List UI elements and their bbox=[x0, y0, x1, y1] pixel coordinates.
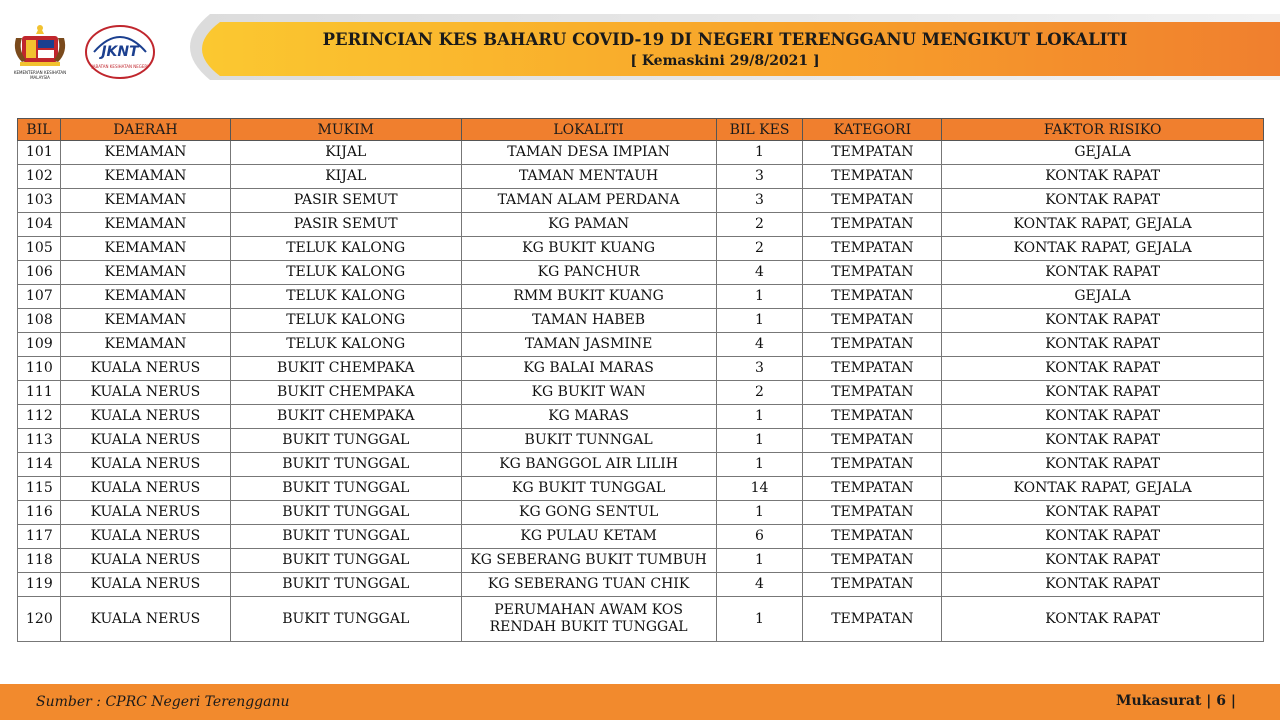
cell-bil-kes: 1 bbox=[716, 429, 803, 453]
cell-bil-kes: 14 bbox=[716, 477, 803, 501]
cell-mukim: BUKIT TUNGGAL bbox=[230, 525, 461, 549]
cell-mukim: BUKIT TUNGGAL bbox=[230, 429, 461, 453]
cell-bil-kes: 2 bbox=[716, 213, 803, 237]
cell-bil: 113 bbox=[18, 429, 61, 453]
cell-bil: 109 bbox=[18, 333, 61, 357]
cell-bil: 101 bbox=[18, 141, 61, 165]
table-row bbox=[18, 453, 1264, 477]
table-row bbox=[18, 429, 1264, 453]
cell-mukim: TELUK KALONG bbox=[230, 261, 461, 285]
cell-daerah: KEMAMAN bbox=[60, 141, 230, 165]
col-header-mukim: MUKIM bbox=[230, 119, 461, 141]
cell-lokaliti: TAMAN JASMINE bbox=[461, 333, 716, 357]
cell-faktor-risiko: KONTAK RAPAT bbox=[942, 309, 1264, 333]
cell-mukim: BUKIT TUNGGAL bbox=[230, 597, 461, 642]
cell-kategori: TEMPATAN bbox=[803, 405, 942, 429]
cell-kategori: TEMPATAN bbox=[803, 141, 942, 165]
svg-text:JKNT: JKNT bbox=[101, 44, 139, 60]
cell-kategori: TEMPATAN bbox=[803, 237, 942, 261]
cell-bil: 112 bbox=[18, 405, 61, 429]
cell-bil-kes: 4 bbox=[716, 261, 803, 285]
cell-lokaliti: KG BUKIT KUANG bbox=[461, 237, 716, 261]
cell-mukim: PASIR SEMUT bbox=[230, 189, 461, 213]
cell-bil-kes: 1 bbox=[716, 309, 803, 333]
cell-bil-kes: 4 bbox=[716, 573, 803, 597]
cell-bil: 116 bbox=[18, 501, 61, 525]
cell-bil: 119 bbox=[18, 573, 61, 597]
table-row bbox=[18, 309, 1264, 333]
cell-kategori: TEMPATAN bbox=[803, 261, 942, 285]
svg-text:JABATAN KESIHATAN NEGERI: JABATAN KESIHATAN NEGERI bbox=[91, 64, 149, 69]
cell-daerah: KEMAMAN bbox=[60, 237, 230, 261]
cell-mukim: TELUK KALONG bbox=[230, 285, 461, 309]
source-note: Sumber : CPRC Negeri Terengganu bbox=[36, 694, 290, 710]
table-row bbox=[18, 381, 1264, 405]
cell-mukim: BUKIT TUNGGAL bbox=[230, 573, 461, 597]
cell-mukim: BUKIT CHEMPAKA bbox=[230, 405, 461, 429]
cell-faktor-risiko: KONTAK RAPAT bbox=[942, 333, 1264, 357]
cell-lokaliti: KG SEBERANG TUAN CHIK bbox=[461, 573, 716, 597]
cell-faktor-risiko: GEJALA bbox=[942, 141, 1264, 165]
cell-daerah: KEMAMAN bbox=[60, 309, 230, 333]
table-row bbox=[18, 165, 1264, 189]
table-row bbox=[18, 237, 1264, 261]
cell-bil: 105 bbox=[18, 237, 61, 261]
col-header-faktor-risiko: FAKTOR RISIKO bbox=[942, 119, 1264, 141]
cell-bil-kes: 3 bbox=[716, 165, 803, 189]
cell-bil-kes: 2 bbox=[716, 237, 803, 261]
cell-lokaliti: TAMAN MENTAUH bbox=[461, 165, 716, 189]
table-row bbox=[18, 405, 1264, 429]
cell-lokaliti: TAMAN ALAM PERDANA bbox=[461, 189, 716, 213]
cell-kategori: TEMPATAN bbox=[803, 573, 942, 597]
cell-bil-kes: 1 bbox=[716, 141, 803, 165]
update-date: [ Kemaskini 29/8/2021 ] bbox=[630, 53, 820, 69]
cell-mukim: BUKIT TUNGGAL bbox=[230, 501, 461, 525]
cell-lokaliti: KG PAMAN bbox=[461, 213, 716, 237]
col-header-lokaliti: LOKALITI bbox=[461, 119, 716, 141]
cell-daerah: KUALA NERUS bbox=[60, 477, 230, 501]
cell-kategori: TEMPATAN bbox=[803, 285, 942, 309]
cell-faktor-risiko: KONTAK RAPAT bbox=[942, 405, 1264, 429]
cell-bil: 102 bbox=[18, 165, 61, 189]
cell-kategori: TEMPATAN bbox=[803, 549, 942, 573]
cell-daerah: KEMAMAN bbox=[60, 213, 230, 237]
cell-lokaliti: KG BALAI MARAS bbox=[461, 357, 716, 381]
cell-daerah: KUALA NERUS bbox=[60, 525, 230, 549]
table-row bbox=[18, 525, 1264, 549]
cell-mukim: BUKIT CHEMPAKA bbox=[230, 381, 461, 405]
cell-faktor-risiko: KONTAK RAPAT, GEJALA bbox=[942, 237, 1264, 261]
cell-faktor-risiko: KONTAK RAPAT bbox=[942, 549, 1264, 573]
cell-daerah: KEMAMAN bbox=[60, 285, 230, 309]
cell-mukim: TELUK KALONG bbox=[230, 333, 461, 357]
table-row bbox=[18, 501, 1264, 525]
jknt-logo-icon bbox=[84, 24, 156, 80]
cell-kategori: TEMPATAN bbox=[803, 429, 942, 453]
cell-bil: 108 bbox=[18, 309, 61, 333]
cell-bil: 110 bbox=[18, 357, 61, 381]
cell-bil: 120 bbox=[18, 597, 61, 642]
cell-bil-kes: 1 bbox=[716, 285, 803, 309]
cell-bil-kes: 4 bbox=[716, 333, 803, 357]
cell-bil-kes: 3 bbox=[716, 189, 803, 213]
cell-mukim: KIJAL bbox=[230, 141, 461, 165]
cell-faktor-risiko: KONTAK RAPAT bbox=[942, 573, 1264, 597]
col-header-bil: BIL bbox=[18, 119, 61, 141]
table-row bbox=[18, 357, 1264, 381]
cell-bil: 115 bbox=[18, 477, 61, 501]
cell-bil: 114 bbox=[18, 453, 61, 477]
cell-lokaliti: KG GONG SENTUL bbox=[461, 501, 716, 525]
table-row bbox=[18, 549, 1264, 573]
cell-lokaliti: KG PANCHUR bbox=[461, 261, 716, 285]
cell-daerah: KEMAMAN bbox=[60, 261, 230, 285]
cell-bil-kes: 3 bbox=[716, 357, 803, 381]
cell-kategori: TEMPATAN bbox=[803, 501, 942, 525]
cell-faktor-risiko: GEJALA bbox=[942, 285, 1264, 309]
cell-bil: 111 bbox=[18, 381, 61, 405]
cell-mukim: BUKIT TUNGGAL bbox=[230, 549, 461, 573]
cell-bil: 118 bbox=[18, 549, 61, 573]
cell-mukim: PASIR SEMUT bbox=[230, 213, 461, 237]
cell-bil-kes: 1 bbox=[716, 405, 803, 429]
cell-faktor-risiko: KONTAK RAPAT bbox=[942, 357, 1264, 381]
cell-kategori: TEMPATAN bbox=[803, 477, 942, 501]
cell-bil-kes: 6 bbox=[716, 525, 803, 549]
cell-bil: 103 bbox=[18, 189, 61, 213]
cell-bil: 117 bbox=[18, 525, 61, 549]
cell-mukim: BUKIT TUNGGAL bbox=[230, 477, 461, 501]
table-header-row bbox=[18, 119, 1264, 141]
cell-daerah: KUALA NERUS bbox=[60, 549, 230, 573]
table-row bbox=[18, 597, 1264, 642]
cell-kategori: TEMPATAN bbox=[803, 309, 942, 333]
table-row bbox=[18, 141, 1264, 165]
cell-lokaliti: RMM BUKIT KUANG bbox=[461, 285, 716, 309]
cell-faktor-risiko: KONTAK RAPAT bbox=[942, 453, 1264, 477]
cell-kategori: TEMPATAN bbox=[803, 597, 942, 642]
cell-mukim: BUKIT CHEMPAKA bbox=[230, 357, 461, 381]
cell-lokaliti: TAMAN HABEB bbox=[461, 309, 716, 333]
col-header-kategori: KATEGORI bbox=[803, 119, 942, 141]
cell-lokaliti: PERUMAHAN AWAM KOS RENDAH BUKIT TUNGGAL bbox=[461, 597, 716, 642]
cell-faktor-risiko: KONTAK RAPAT bbox=[942, 165, 1264, 189]
cell-kategori: TEMPATAN bbox=[803, 525, 942, 549]
cell-lokaliti: BUKIT TUNNGAL bbox=[461, 429, 716, 453]
cell-kategori: TEMPATAN bbox=[803, 333, 942, 357]
cell-kategori: TEMPATAN bbox=[803, 213, 942, 237]
cell-mukim: TELUK KALONG bbox=[230, 309, 461, 333]
cell-lokaliti: TAMAN DESA IMPIAN bbox=[461, 141, 716, 165]
cell-bil-kes: 1 bbox=[716, 597, 803, 642]
col-header-daerah: DAERAH bbox=[60, 119, 230, 141]
cell-faktor-risiko: KONTAK RAPAT bbox=[942, 261, 1264, 285]
cell-daerah: KUALA NERUS bbox=[60, 381, 230, 405]
cell-faktor-risiko: KONTAK RAPAT bbox=[942, 189, 1264, 213]
cell-lokaliti: KG PULAU KETAM bbox=[461, 525, 716, 549]
cell-mukim: KIJAL bbox=[230, 165, 461, 189]
cell-lokaliti: KG MARAS bbox=[461, 405, 716, 429]
cell-daerah: KEMAMAN bbox=[60, 165, 230, 189]
cell-bil: 104 bbox=[18, 213, 61, 237]
page-title: PERINCIAN KES BAHARU COVID-19 DI NEGERI TERENGGANU MENGIKUT LOKALITI bbox=[322, 30, 1128, 49]
cell-faktor-risiko: KONTAK RAPAT, GEJALA bbox=[942, 477, 1264, 501]
svg-text:MALAYSIA: MALAYSIA bbox=[30, 75, 50, 80]
cell-daerah: KUALA NERUS bbox=[60, 453, 230, 477]
cell-daerah: KEMAMAN bbox=[60, 189, 230, 213]
cell-faktor-risiko: KONTAK RAPAT bbox=[942, 501, 1264, 525]
col-header-bil-kes: BIL KES bbox=[716, 119, 803, 141]
cell-lokaliti: KG BUKIT WAN bbox=[461, 381, 716, 405]
cell-daerah: KUALA NERUS bbox=[60, 429, 230, 453]
cell-mukim: TELUK KALONG bbox=[230, 237, 461, 261]
cell-daerah: KUALA NERUS bbox=[60, 573, 230, 597]
cell-faktor-risiko: KONTAK RAPAT bbox=[942, 381, 1264, 405]
cell-bil: 107 bbox=[18, 285, 61, 309]
case-table bbox=[17, 118, 1264, 642]
cell-kategori: TEMPATAN bbox=[803, 189, 942, 213]
cell-faktor-risiko: KONTAK RAPAT bbox=[942, 597, 1264, 642]
cell-kategori: TEMPATAN bbox=[803, 165, 942, 189]
table-row bbox=[18, 213, 1264, 237]
cell-faktor-risiko: KONTAK RAPAT bbox=[942, 429, 1264, 453]
cell-bil: 106 bbox=[18, 261, 61, 285]
cell-bil-kes: 1 bbox=[716, 453, 803, 477]
cell-kategori: TEMPATAN bbox=[803, 453, 942, 477]
cell-lokaliti: KG BANGGOL AIR LILIH bbox=[461, 453, 716, 477]
svg-text:KEMENTERIAN KESIHATAN: KEMENTERIAN KESIHATAN bbox=[13, 70, 67, 75]
cell-lokaliti: KG BUKIT TUNGGAL bbox=[461, 477, 716, 501]
table-row bbox=[18, 261, 1264, 285]
cell-faktor-risiko: KONTAK RAPAT, GEJALA bbox=[942, 213, 1264, 237]
cell-daerah: KUALA NERUS bbox=[60, 357, 230, 381]
cell-daerah: KEMAMAN bbox=[60, 333, 230, 357]
cell-daerah: KUALA NERUS bbox=[60, 597, 230, 642]
table-row bbox=[18, 477, 1264, 501]
cell-daerah: KUALA NERUS bbox=[60, 405, 230, 429]
table-row bbox=[18, 573, 1264, 597]
footer-bar bbox=[0, 684, 1280, 720]
table-row bbox=[18, 333, 1264, 357]
cell-mukim: BUKIT TUNGGAL bbox=[230, 453, 461, 477]
cell-kategori: TEMPATAN bbox=[803, 381, 942, 405]
table-row bbox=[18, 189, 1264, 213]
cell-bil-kes: 2 bbox=[716, 381, 803, 405]
cell-bil-kes: 1 bbox=[716, 549, 803, 573]
page-number: Mukasurat | 6 | bbox=[1116, 693, 1236, 709]
cell-faktor-risiko: KONTAK RAPAT bbox=[942, 525, 1264, 549]
cell-daerah: KUALA NERUS bbox=[60, 501, 230, 525]
cell-bil-kes: 1 bbox=[716, 501, 803, 525]
cell-lokaliti: KG SEBERANG BUKIT TUMBUH bbox=[461, 549, 716, 573]
table-row bbox=[18, 285, 1264, 309]
cell-kategori: TEMPATAN bbox=[803, 357, 942, 381]
